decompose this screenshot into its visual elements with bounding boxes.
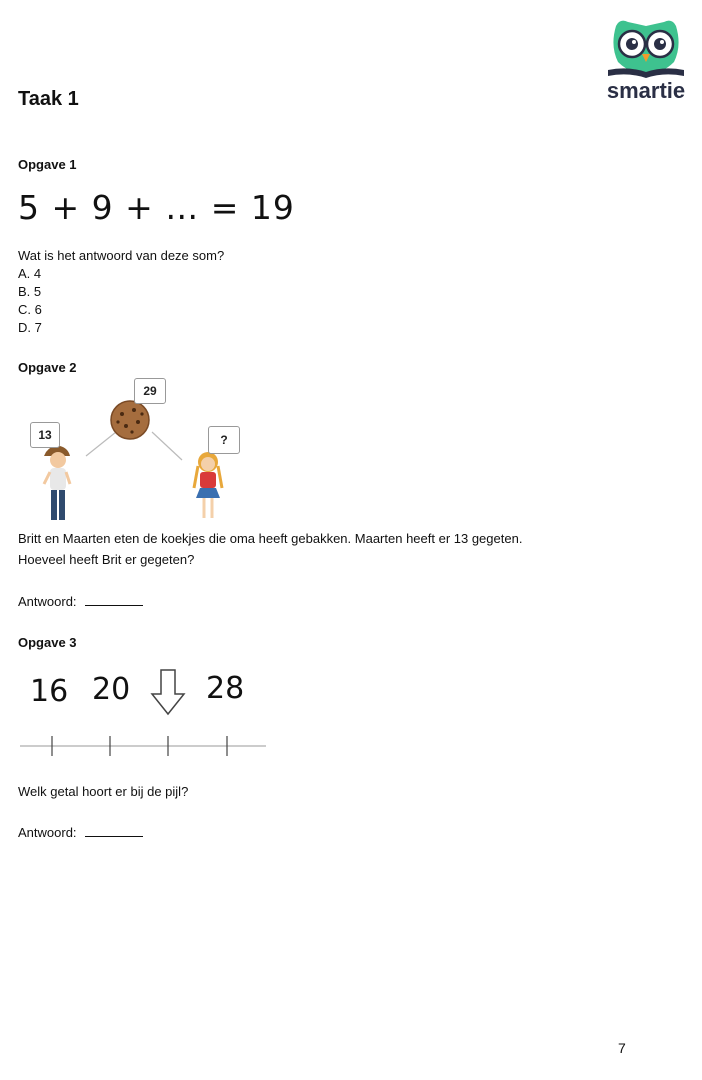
boy-bubble: 13 bbox=[30, 422, 60, 448]
girl-figure bbox=[194, 452, 222, 518]
girl-bubble: ? bbox=[208, 426, 240, 454]
answer-label: Antwoord: bbox=[18, 825, 77, 840]
logo-wordmark: smartie bbox=[606, 78, 686, 103]
question-1-heading: Opgave 1 bbox=[18, 157, 77, 172]
question-1-equation: 5 + 9 + … = 19 bbox=[18, 188, 295, 227]
number-line bbox=[20, 734, 268, 758]
total-bubble: 29 bbox=[134, 378, 166, 404]
page-number: 7 bbox=[618, 1040, 626, 1056]
page-title: Taak 1 bbox=[18, 88, 79, 110]
option-a: A. 4 bbox=[18, 266, 42, 281]
number-16: 16 bbox=[30, 674, 69, 709]
question-2-text-line-2: Hoeveel heeft Brit er gegeten? bbox=[18, 552, 195, 567]
option-d: D. 7 bbox=[18, 320, 42, 335]
number-28: 28 bbox=[206, 671, 245, 706]
smartie-logo bbox=[598, 16, 694, 106]
cookie-illustration bbox=[18, 372, 268, 528]
option-c: C. 6 bbox=[18, 302, 42, 317]
question-3-prompt: Welk getal hoort er bij de pijl? bbox=[18, 784, 189, 799]
question-1-prompt: Wat is het antwoord van deze som? bbox=[18, 248, 225, 263]
answer-blank[interactable] bbox=[85, 593, 143, 606]
answer-blank[interactable] bbox=[85, 824, 143, 837]
down-arrow-icon bbox=[150, 668, 186, 716]
question-3-heading: Opgave 3 bbox=[18, 635, 77, 650]
answer-label: Antwoord: bbox=[18, 594, 77, 609]
question-2-text-line-1: Britt en Maarten eten de koekjes die oma heeft gebakken. Maarten heeft er 13 gegeten. bbox=[18, 531, 523, 546]
option-b: B. 5 bbox=[18, 284, 42, 299]
number-20: 20 bbox=[92, 672, 131, 707]
owl-icon bbox=[598, 16, 694, 80]
question-2-heading: Opgave 2 bbox=[18, 360, 77, 375]
boy-figure bbox=[44, 446, 70, 520]
question-2-answer bbox=[18, 593, 143, 611]
question-3-answer bbox=[18, 824, 143, 842]
cookie-icon bbox=[111, 401, 149, 439]
